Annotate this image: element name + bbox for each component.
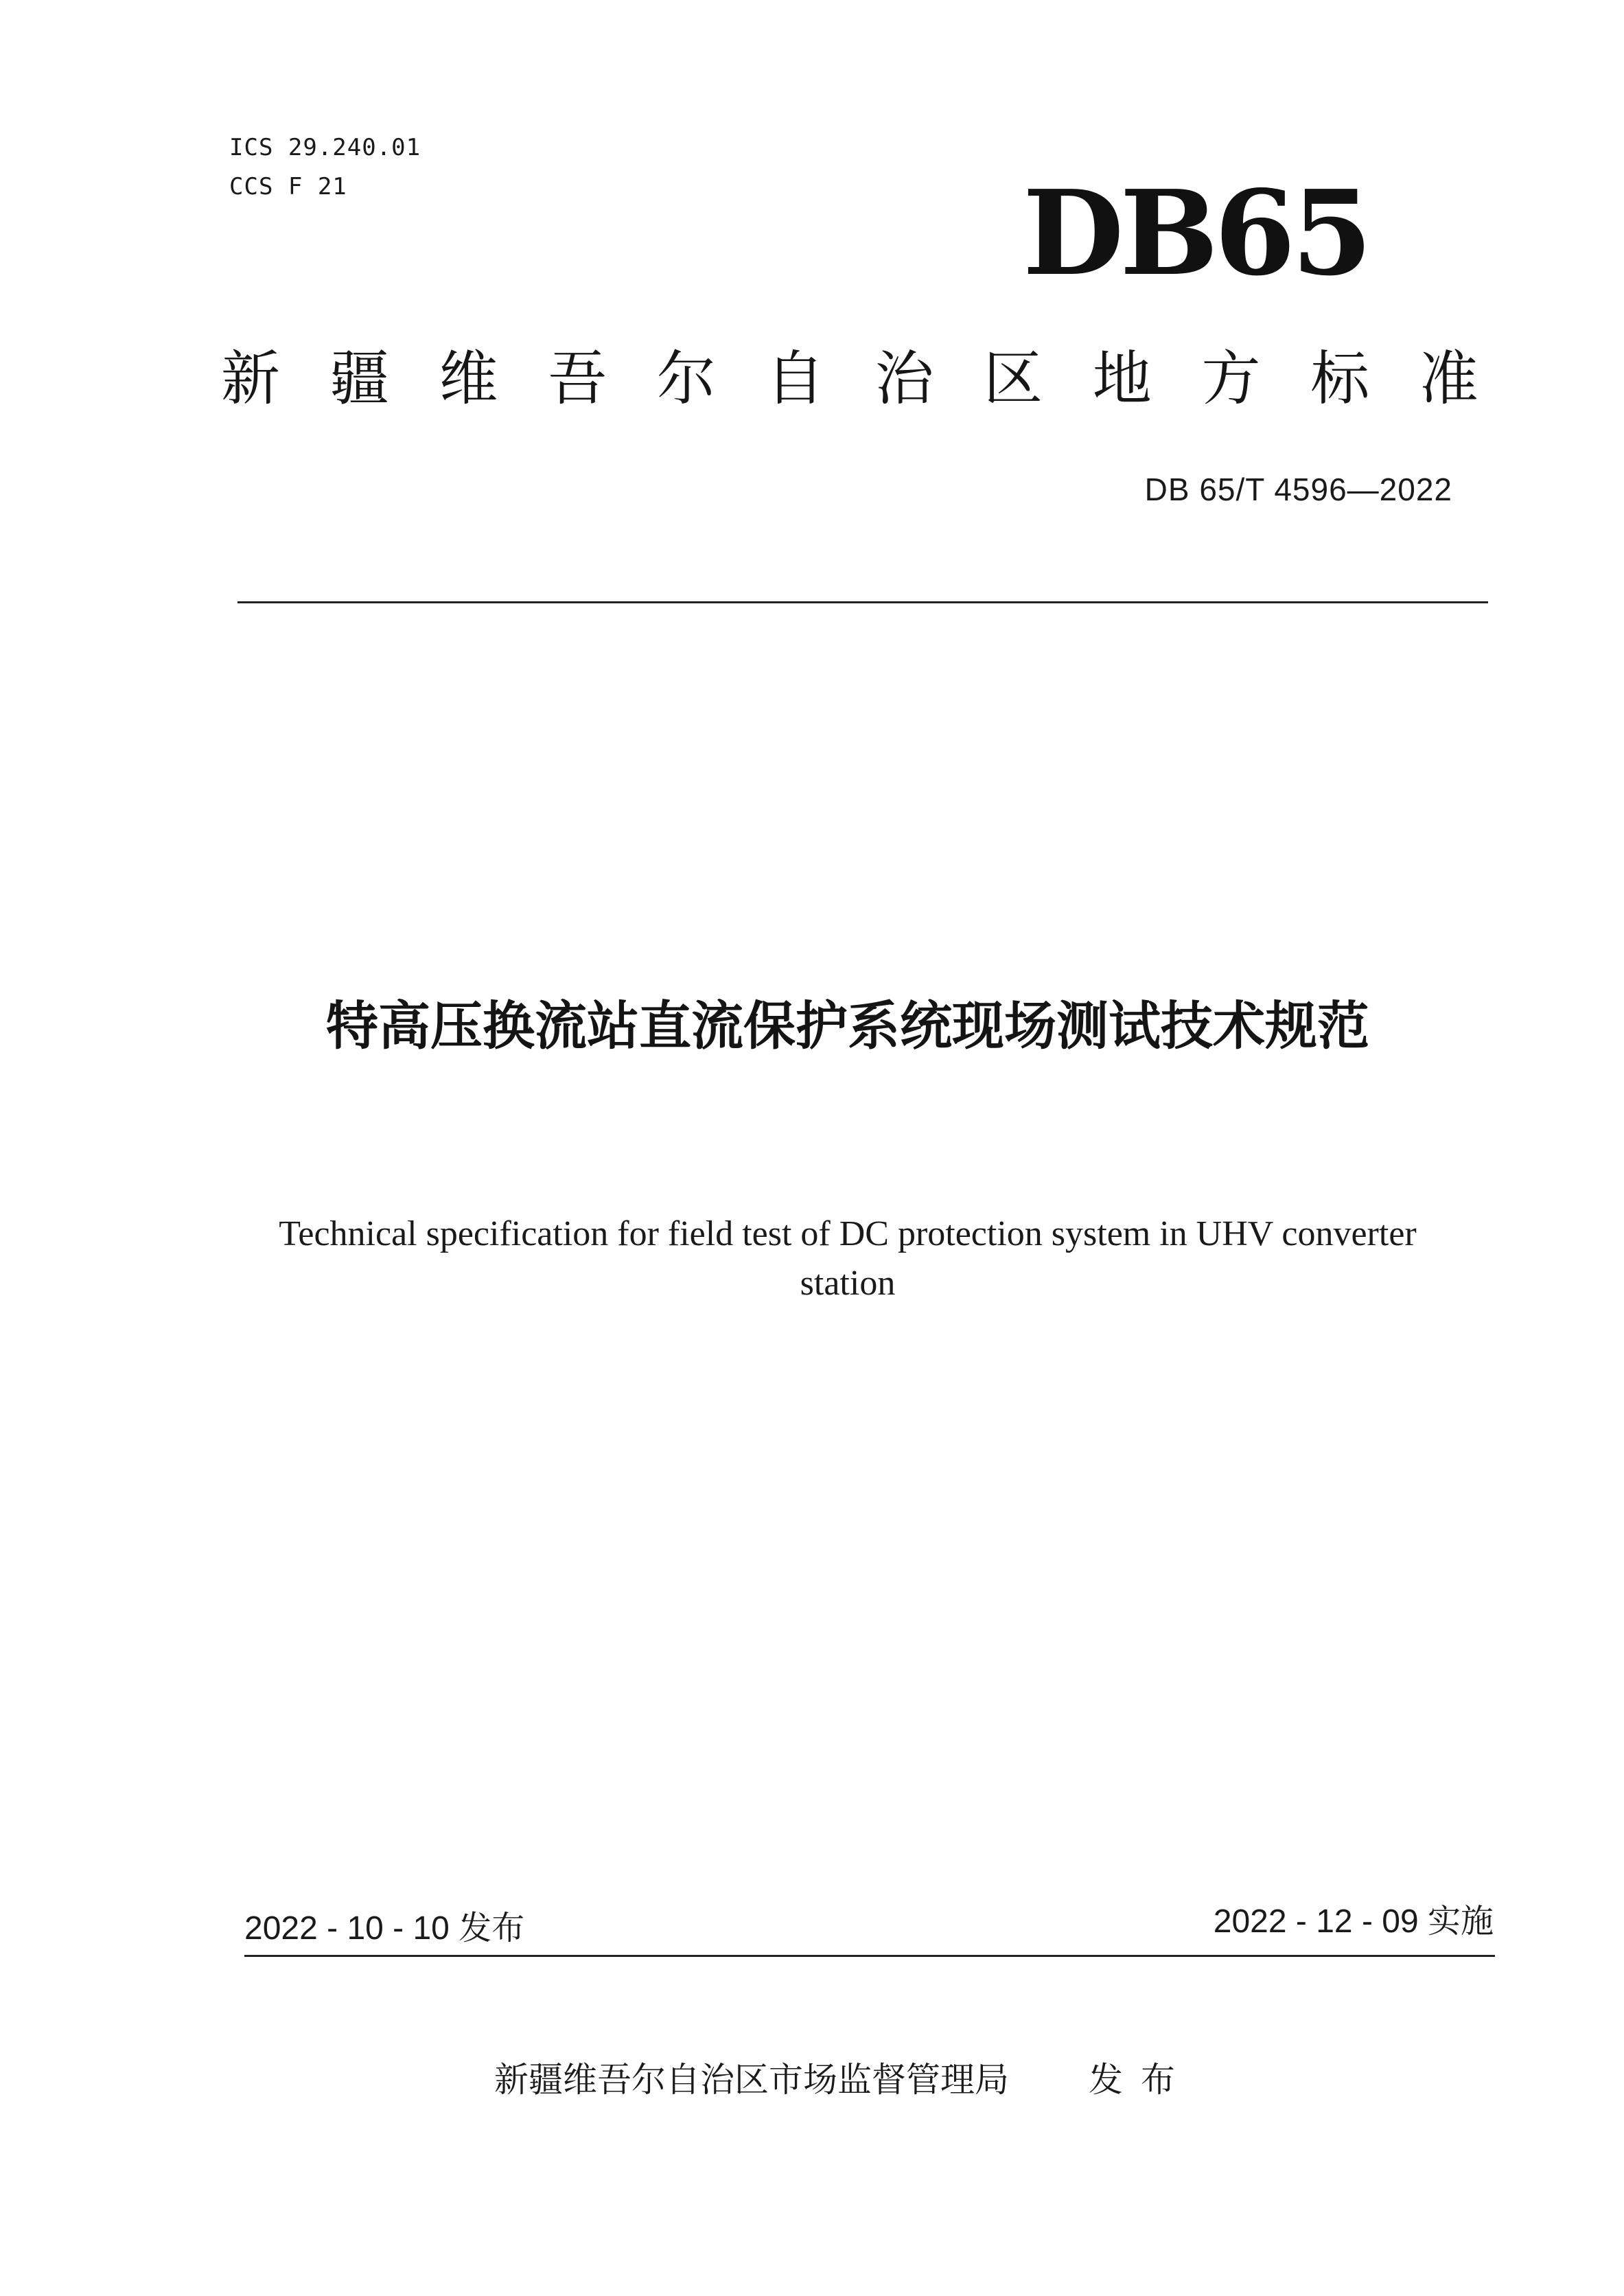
category-char: 地 bbox=[1092, 345, 1152, 413]
ccs-code: CCS F 21 bbox=[229, 173, 347, 200]
category-char: 维 bbox=[439, 345, 498, 413]
issuer-name: 新疆维吾尔自治区市场监督管理局 bbox=[494, 2060, 1009, 2100]
issuer-action: 发布 bbox=[1088, 2060, 1193, 2100]
standard-category bbox=[221, 345, 1478, 413]
category-char: 方 bbox=[1201, 345, 1261, 413]
effective-date: 2022 - 12 - 09 实施 bbox=[1213, 1903, 1494, 1940]
category-char: 吾 bbox=[548, 345, 607, 413]
standard-logo: DB65 bbox=[1023, 165, 1369, 302]
category-char: 区 bbox=[984, 345, 1043, 413]
top-divider bbox=[237, 601, 1488, 603]
standard-number: DB 65/T 4596—2022 bbox=[1144, 472, 1452, 507]
issuer-block bbox=[494, 2052, 1193, 2102]
category-char: 自 bbox=[765, 345, 825, 413]
category-char: 标 bbox=[1310, 345, 1370, 413]
document-title-english: Technical specification for field test of DC protection system in UHV converter station bbox=[279, 1214, 1417, 1303]
category-char: 疆 bbox=[329, 345, 389, 413]
bottom-divider bbox=[244, 1955, 1495, 1957]
category-char: 尔 bbox=[656, 345, 716, 413]
issue-date: 2022 - 10 - 10 发布 bbox=[244, 1910, 525, 1947]
document-title-chinese: 特高压换流站直流保护系统现场测试技术规范 bbox=[326, 995, 1369, 1056]
category-char: 准 bbox=[1419, 345, 1478, 413]
category-char: 新 bbox=[221, 345, 280, 413]
category-char: 治 bbox=[874, 345, 934, 413]
ics-code: ICS 29.240.01 bbox=[229, 134, 421, 161]
